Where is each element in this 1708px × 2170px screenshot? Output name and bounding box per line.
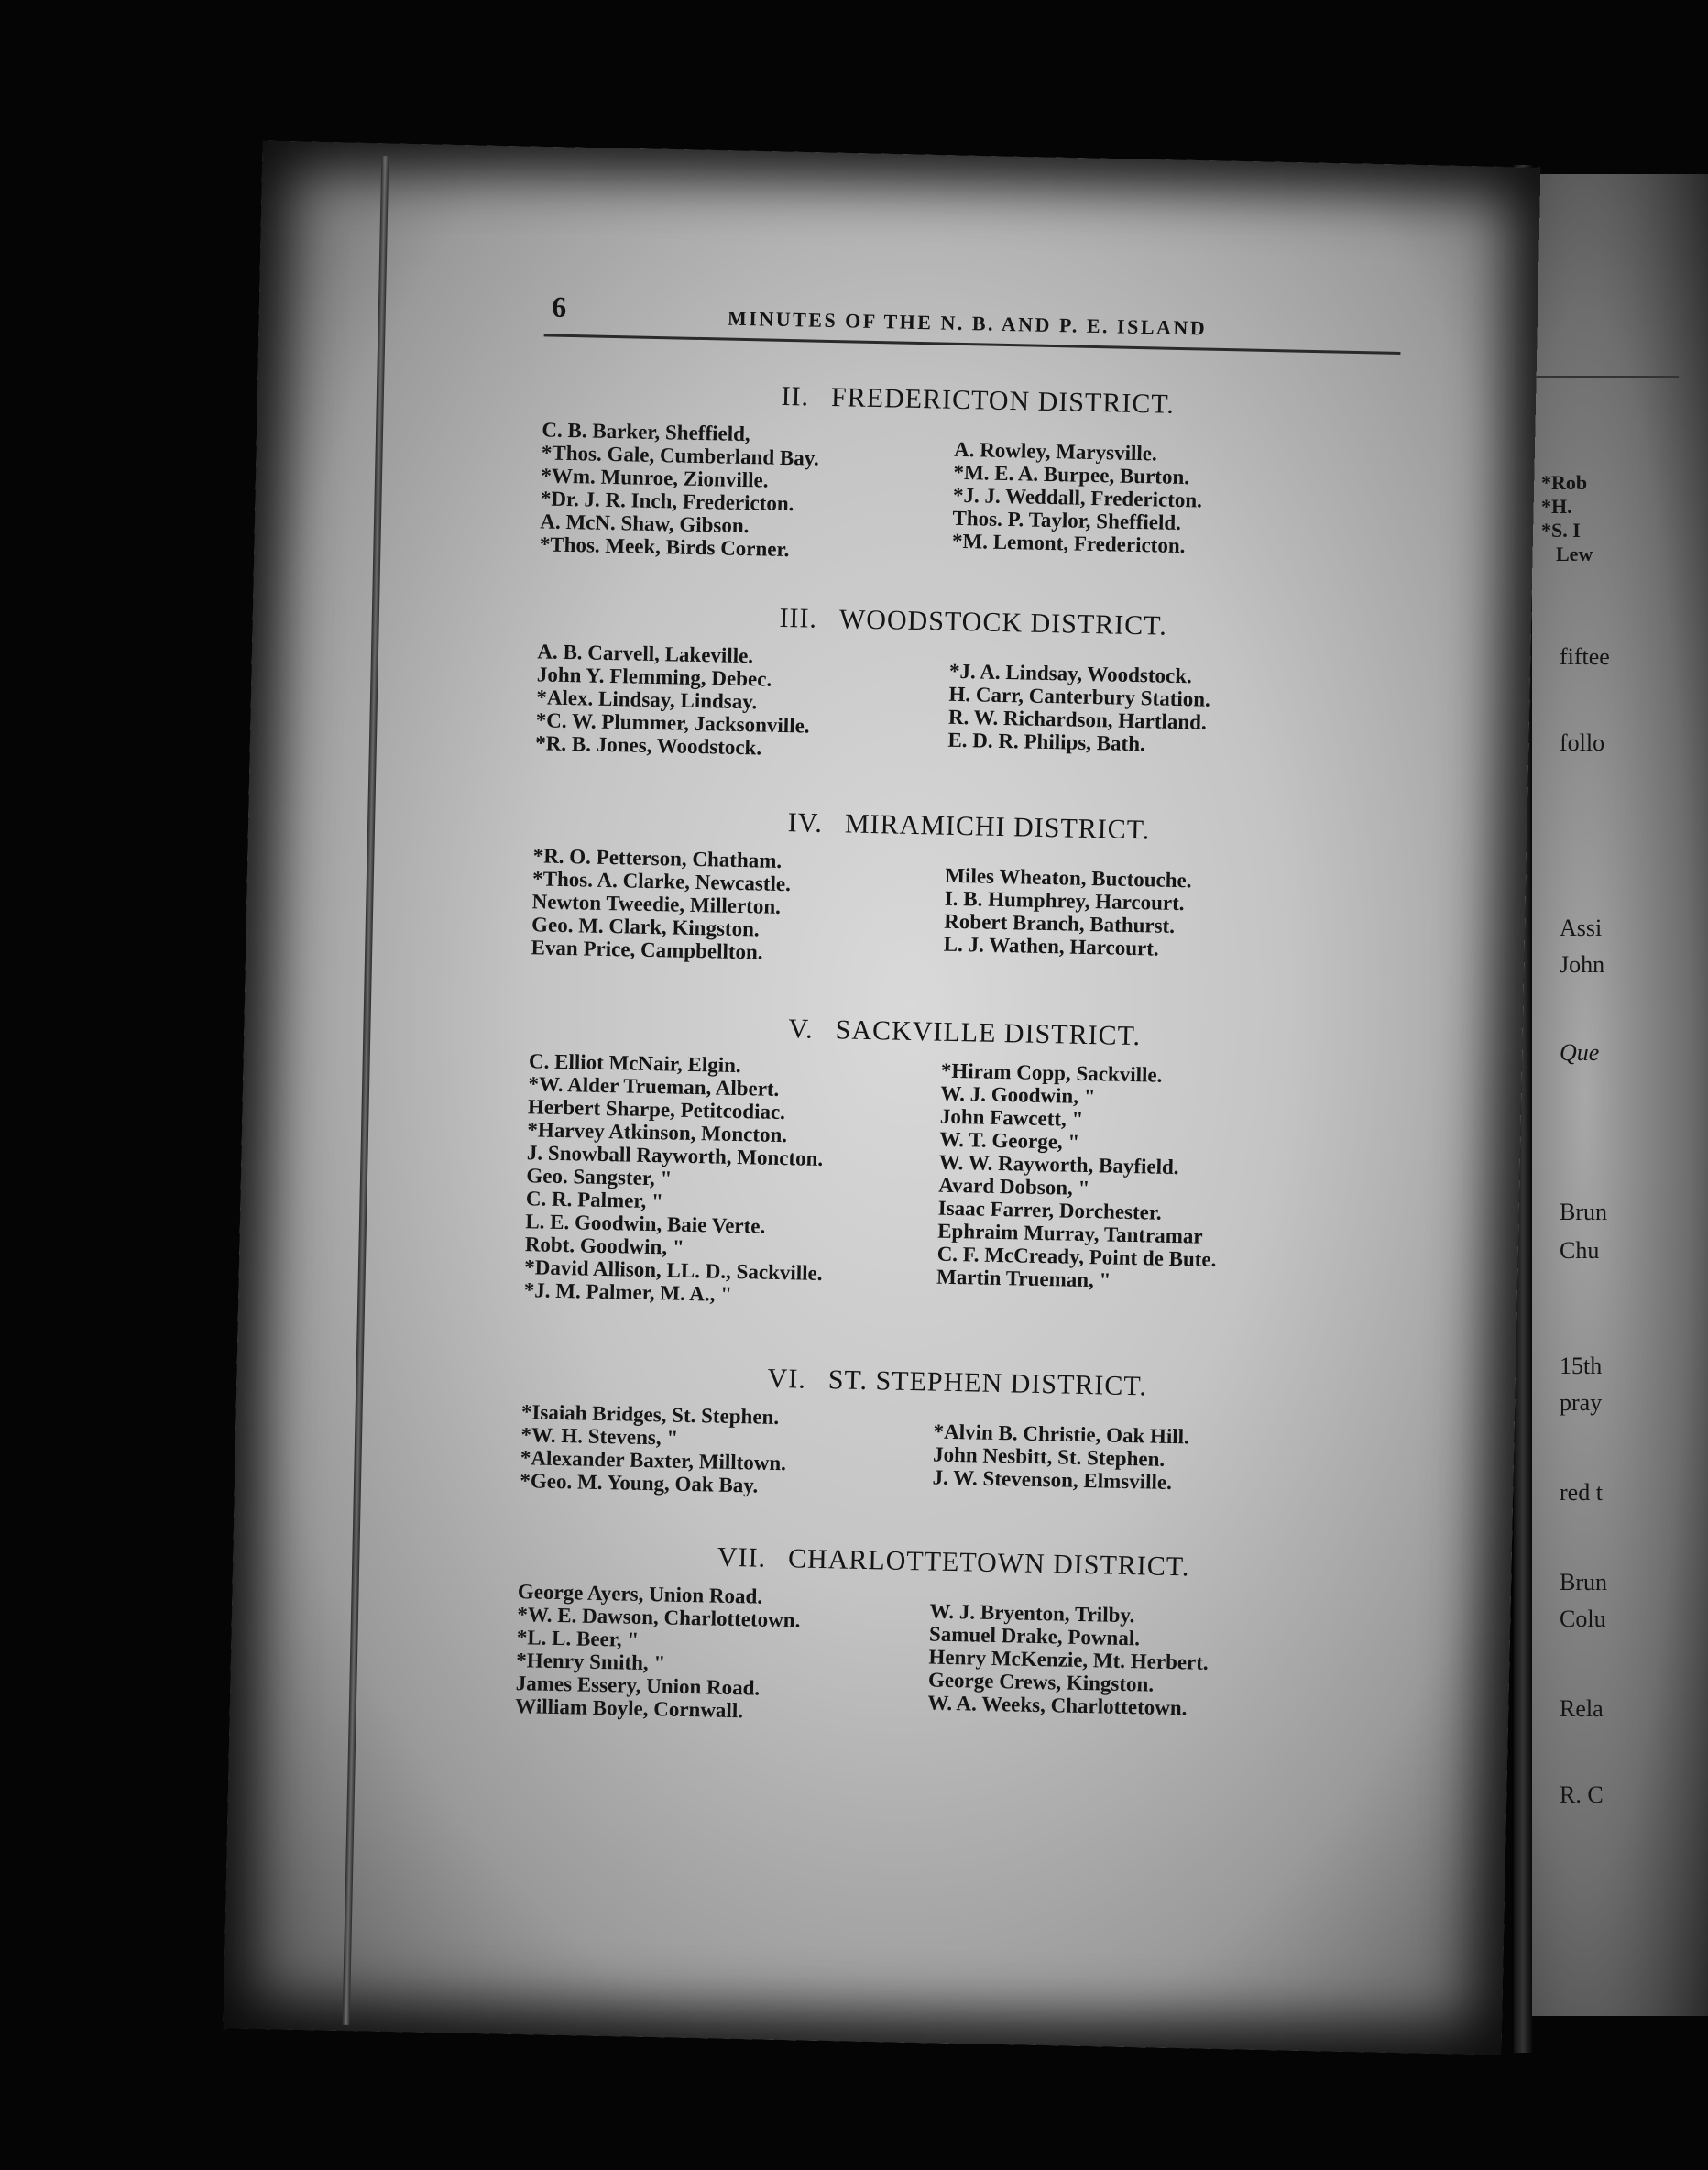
text: FREDERICTON DISTRICT.	[830, 381, 1176, 420]
facing-line: Assi	[1560, 915, 1603, 941]
member-entry: J. W. Stevenson, Elmsville.	[932, 1465, 1173, 1495]
member-entry: *David Allison, LL. D., Sackville.	[524, 1255, 823, 1285]
page-number: 6	[551, 290, 567, 323]
member-entry: A. Rowley, Marysville.	[953, 437, 1157, 466]
district-column-right	[936, 1059, 1221, 1294]
member-entry: W. J. Goodwin, "	[940, 1081, 1096, 1109]
facing-line: Brun	[1560, 1569, 1607, 1595]
member-entry: C. Elliot McNair, Elgin.	[528, 1049, 741, 1078]
facing-line: follo	[1560, 729, 1605, 756]
member-entry: C. R. Palmer, "	[525, 1187, 664, 1213]
facing-line: John	[1560, 951, 1605, 978]
facing-line: Colu	[1560, 1606, 1606, 1632]
member-entry: W. A. Weeks, Charlottetown.	[927, 1691, 1188, 1720]
facing-line: *Rob	[1541, 471, 1588, 494]
facing-line: Brun	[1560, 1199, 1607, 1225]
member-entry: John Fawcett, "	[939, 1104, 1084, 1131]
member-entry: W. J. Bryenton, Trilby.	[929, 1599, 1135, 1628]
member-entry: John Y. Flemming, Debec.	[536, 663, 772, 691]
facing-line: *H.	[1541, 495, 1572, 518]
member-entry: *R. B. Jones, Woodstock.	[535, 731, 762, 760]
member-entry: *Henry Smith, "	[516, 1649, 666, 1675]
member-entry: *L. L. Beer, "	[516, 1626, 640, 1651]
text: ST. STEPHEN DISTRICT.	[827, 1364, 1148, 1402]
facing-line: pray	[1560, 1389, 1603, 1416]
district-charlottetown	[496, 1538, 1380, 1770]
text: IV.	[787, 807, 824, 838]
facing-line: Lew	[1556, 542, 1593, 565]
member-entry: *Thos. A. Clarke, Newcastle.	[531, 867, 792, 896]
member-entry: I. B. Humphrey, Harcourt.	[944, 886, 1185, 915]
member-entry: L. E. Goodwin, Baie Verte.	[525, 1210, 766, 1238]
member-entry: *Thos. Gale, Cumberland Bay.	[541, 441, 820, 470]
text: II.	[781, 380, 810, 412]
member-entry: W. W. Rayworth, Bayfield.	[938, 1150, 1179, 1179]
member-entry: Geo. M. Clark, Kingston.	[531, 913, 760, 941]
member-entry: *J. A. Lindsay, Woodstock.	[948, 659, 1193, 688]
member-entry: Herbert Sharpe, Petitcodiac.	[527, 1095, 786, 1124]
member-entry: Robt. Goodwin, "	[524, 1233, 684, 1259]
member-entry: William Boyle, Cornwall.	[515, 1694, 744, 1723]
text: MIRAMICHI DISTRICT.	[844, 808, 1151, 846]
district-woodstock	[516, 597, 1400, 830]
facing-line: fiftee	[1560, 643, 1610, 670]
member-entry: *M. E. A. Burpee, Burton.	[953, 460, 1190, 489]
member-entry: *M. Lemont, Fredericton.	[951, 529, 1186, 558]
member-entry: Isaac Farrer, Dorchester.	[937, 1196, 1162, 1224]
member-entry: *W. H. Stevens, "	[520, 1423, 679, 1450]
member-entry: *Alex. Lindsay, Lindsay.	[536, 685, 758, 714]
member-entry: E. D. R. Philips, Bath.	[947, 728, 1146, 756]
text: VI.	[767, 1363, 807, 1395]
district-fredericton	[520, 376, 1405, 608]
facing-line: red t	[1560, 1479, 1603, 1506]
member-entry: Robert Branch, Bathurst.	[944, 909, 1176, 937]
district-column-right	[932, 1420, 1189, 1495]
text: VII.	[717, 1541, 767, 1573]
district-column-right	[944, 864, 1192, 961]
district-column-left	[520, 1400, 787, 1497]
member-entry: Avard Dobson, "	[938, 1173, 1090, 1200]
member-entry: George Ayers, Union Road.	[517, 1580, 763, 1608]
district-miramichi	[511, 802, 1396, 1035]
member-entry: Evan Price, Campbellton.	[531, 936, 763, 964]
facing-line: R. C	[1560, 1781, 1604, 1808]
member-entry: *Thos. Meek, Birds Corner.	[539, 532, 790, 562]
member-entry: George Crews, Kingston.	[927, 1668, 1155, 1696]
page-content	[494, 275, 1406, 1851]
member-entry: Ephraim Murray, Tantramar	[936, 1219, 1203, 1248]
member-entry: Geo. Sangster, "	[526, 1164, 673, 1190]
facing-header-rule	[1532, 376, 1679, 378]
member-entry: Henry McKenzie, Mt. Herbert.	[928, 1645, 1209, 1674]
header-rule	[544, 334, 1401, 355]
district-column-left	[540, 418, 820, 561]
member-entry: Miles Wheaton, Buctouche.	[945, 863, 1192, 893]
member-entry: Newton Tweedie, Millerton.	[531, 890, 782, 918]
text: V.	[788, 1014, 815, 1045]
member-entry: *Dr. J. R. Inch, Fredericton.	[540, 487, 794, 516]
district-sackville	[504, 1008, 1391, 1369]
district-column-left	[515, 1580, 801, 1723]
member-entry: *W. E. Dawson, Charlottetown.	[517, 1603, 801, 1632]
member-entry: Samuel Drake, Pownal.	[928, 1622, 1141, 1650]
member-entry: *C. W. Plummer, Jacksonville.	[535, 708, 810, 738]
facing-line: 15th	[1560, 1353, 1603, 1379]
district-column-left	[531, 844, 791, 964]
member-entry: A. B. Carvell, Lakeville.	[537, 640, 754, 668]
member-entry: W. T. George, "	[939, 1127, 1080, 1154]
member-entry: Martin Trueman, "	[936, 1265, 1111, 1292]
running-title: MINUTES OF THE N. B. AND P. E. ISLAND	[727, 306, 1208, 340]
member-entry: C. F. McCready, Point de Bute.	[936, 1242, 1217, 1271]
facing-line: Chu	[1560, 1237, 1600, 1264]
member-entry: H. Carr, Canterbury Station.	[948, 682, 1211, 711]
district-column-right	[927, 1600, 1210, 1720]
member-entry: L. J. Wathen, Harcourt.	[943, 932, 1159, 960]
member-entry: John Nesbitt, St. Stephen.	[932, 1442, 1166, 1471]
member-entry: James Essery, Union Road.	[515, 1671, 761, 1700]
text: CHARLOTTETOWN DISTRICT.	[787, 1543, 1190, 1583]
district-column-right	[952, 438, 1204, 558]
facing-page	[1532, 174, 1708, 2016]
member-entry: *Alexander Baxter, Milltown.	[520, 1446, 787, 1475]
member-entry: *Alvin B. Christie, Oak Hill.	[933, 1419, 1190, 1449]
member-entry: *Isaiah Bridges, St. Stephen.	[520, 1400, 780, 1430]
facing-line: *S. I	[1541, 519, 1581, 542]
member-entry: *J. M. Palmer, M. A., "	[523, 1278, 733, 1306]
district-column-left	[535, 640, 811, 760]
member-entry: *J. J. Weddall, Fredericton.	[952, 483, 1203, 512]
text: III.	[779, 602, 818, 634]
member-entry: A. McN. Shaw, Gibson.	[540, 510, 750, 538]
member-entry: *W. Alder Trueman, Albert.	[528, 1072, 780, 1101]
member-entry: Thos. P. Taylor, Sheffield.	[952, 506, 1182, 535]
text: WOODSTOCK DISTRICT.	[838, 604, 1168, 641]
member-entry: J. Snowball Rayworth, Moncton.	[526, 1141, 824, 1170]
member-entry: *Harvey Atkinson, Moncton.	[527, 1118, 788, 1147]
member-entry: *Geo. M. Young, Oak Bay.	[520, 1469, 759, 1497]
member-entry: *R. O. Petterson, Chatham.	[532, 844, 783, 872]
member-entry: *Wm. Munroe, Zionville.	[541, 464, 769, 492]
facing-line: Que	[1560, 1039, 1600, 1066]
member-entry: *Hiram Copp, Sackville.	[940, 1058, 1163, 1087]
member-entry: R. W. Richardson, Hartland.	[947, 705, 1208, 734]
facing-line: Rela	[1560, 1695, 1604, 1722]
district-column-right	[947, 660, 1210, 757]
member-entry: C. B. Barker, Sheffield,	[542, 418, 750, 446]
district-column-left	[524, 1050, 827, 1309]
text: SACKVILLE DISTRICT.	[835, 1014, 1142, 1052]
